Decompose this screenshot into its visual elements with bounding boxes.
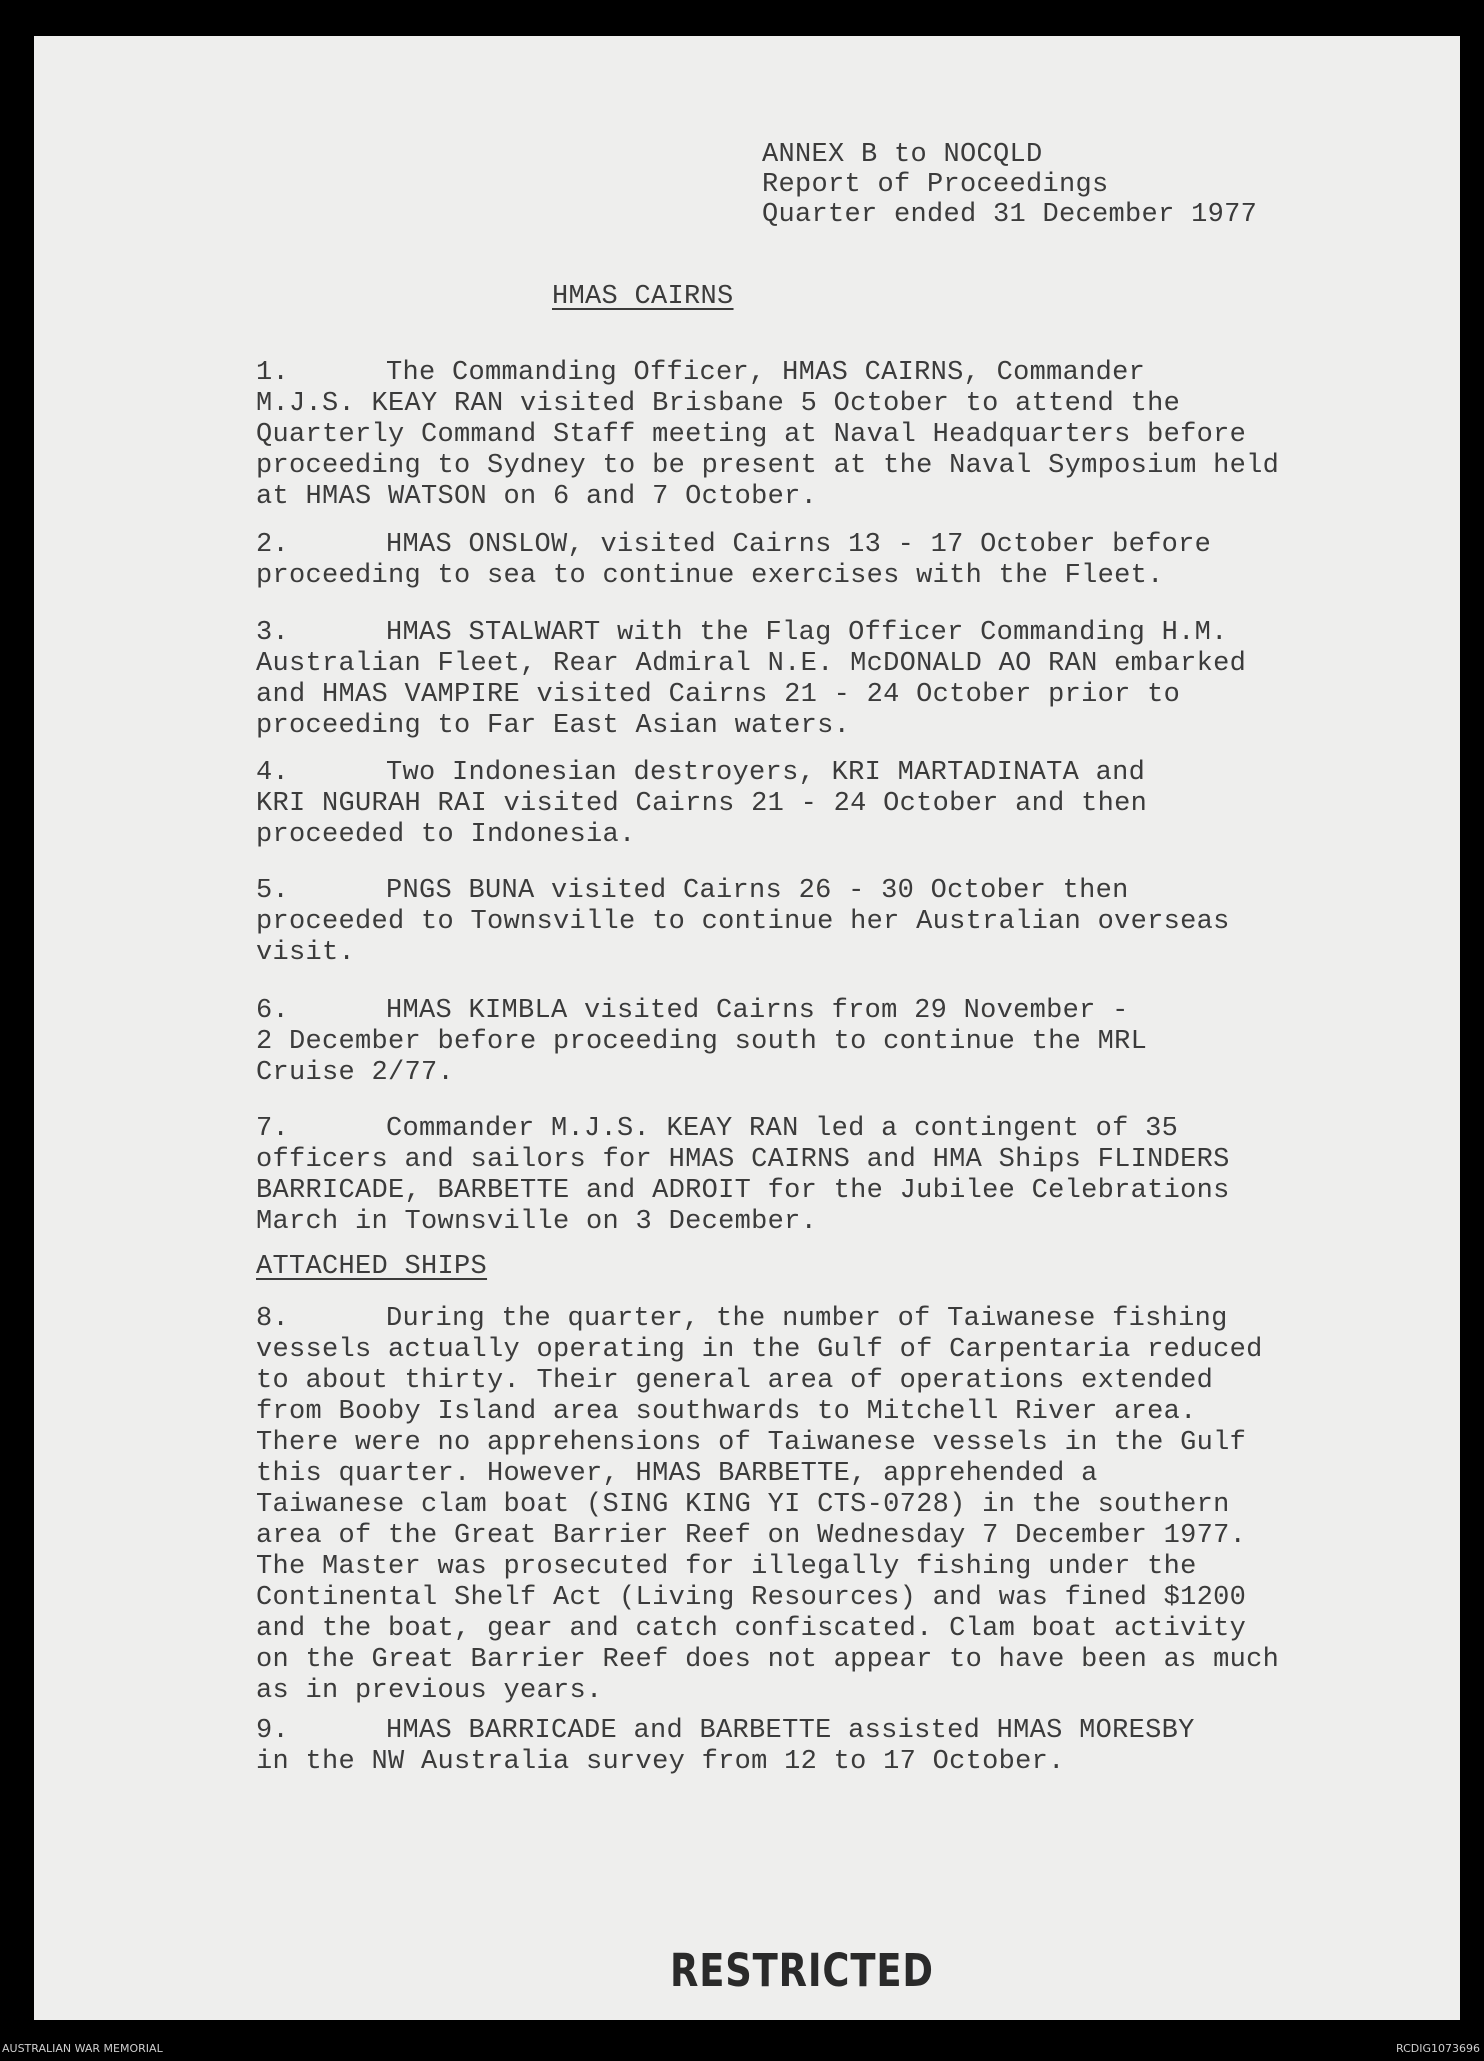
- paragraph-9: [256, 1716, 1336, 1778]
- restricted-stamp: RESTRICTED: [670, 1944, 934, 1997]
- paragraph-text: Two Indonesian destroyers, KRI MARTADINATA and KRI NGURAH RAI visited Cairns 21 - 24 October and then proceeded to Indonesia.: [256, 758, 1148, 850]
- section-heading: ATTACHED SHIPS: [256, 1252, 488, 1282]
- paragraph-number: 2.: [256, 530, 290, 560]
- paragraph-text: HMAS KIMBLA visited Cairns from 29 November - 2 December before proceeding south to continue the MRL Cruise 2/77.: [256, 996, 1148, 1088]
- annex-reference: ANNEX B to NOCQLD: [762, 140, 1043, 170]
- footer-document-id: RCDIG1073696: [1395, 2042, 1480, 2055]
- paragraph-6: [256, 996, 1336, 1089]
- paragraph-number: 1.: [256, 358, 290, 388]
- paragraph-number: 5.: [256, 876, 290, 906]
- document-page: [34, 36, 1460, 2020]
- paragraph-8: [256, 1304, 1336, 1707]
- paragraph-1: [256, 358, 1336, 513]
- paragraph-text: HMAS ONSLOW, visited Cairns 13 - 17 October before proceeding to sea to continue exercises with the Fleet.: [256, 530, 1212, 591]
- paragraph-number: 6.: [256, 996, 290, 1026]
- paragraph-3: [256, 618, 1336, 742]
- paragraph-text: Commander M.J.S. KEAY RAN led a contingent of 35 officers and sailors for HMAS CAIRNS and HMA Ships FLINDERS BARRICADE, BARBETTE and ADROIT for the Jubilee Celebrations March in Townsville on 3 December.: [256, 1114, 1230, 1237]
- paragraph-number: 8.: [256, 1304, 290, 1334]
- paragraph-text: HMAS BARRICADE and BARBETTE assisted HMAS MORESBY in the NW Australia survey from 12 to 17 October.: [256, 1716, 1195, 1777]
- paragraph-number: 4.: [256, 758, 290, 788]
- paragraph-7: [256, 1114, 1336, 1238]
- paragraph-text: During the quarter, the number of Taiwanese fishing vessels actually operating in the Gulf of Carpentaria reduced to about thirty. Their general area of operations extended from Booby Island area southwards to Mitchell River area. There were no apprehensions of Taiwanese vessels in the Gulf this quarter. However, HMAS BARBETTE, apprehended a Taiwanese clam boat (SING KING YI CTS-0728) in the southern area of the Great Barrier Reef on Wednesday 7 December 1977. The Master was prosecuted for illegally fishing under the Continental Shelf Act (Living Resources) and was fined $1200 and the boat, gear and catch confiscated. Clam boat activity on the Great Barrier Reef does not appear to have been as much as in previous years.: [256, 1304, 1280, 1706]
- paragraph-4: [256, 758, 1336, 851]
- paragraph-text: PNGS BUNA visited Cairns 26 - 30 October then proceeded to Townsville to continue her Australian overseas visit.: [256, 876, 1230, 968]
- paragraph-text: The Commanding Officer, HMAS CAIRNS, Commander M.J.S. KEAY RAN visited Brisbane 5 October to attend the Quarterly Command Staff meeting at Naval Headquarters before proceeding to Sydney to be present at the Naval Symposium held at HMAS WATSON on 6 and 7 October.: [256, 358, 1280, 512]
- paragraph-number: 9.: [256, 1716, 290, 1746]
- annex-quarter: Quarter ended 31 December 1977: [762, 200, 1258, 230]
- annex-header: [762, 140, 1257, 230]
- paragraph-5: [256, 876, 1336, 969]
- paragraph-number: 3.: [256, 618, 290, 648]
- page-title: HMAS CAIRNS: [552, 282, 734, 312]
- paragraph-number: 7.: [256, 1114, 290, 1144]
- paragraph-text: HMAS STALWART with the Flag Officer Commanding H.M. Australian Fleet, Rear Admiral N.E. McDONALD AO RAN embarked and HMAS VAMPIRE visited Cairns 21 - 24 October prior to proceeding to Far East Asian waters.: [256, 618, 1247, 741]
- footer-archive-name: AUSTRALIAN WAR MEMORIAL: [2, 2042, 163, 2055]
- paragraph-2: [256, 530, 1336, 592]
- annex-report-title: Report of Proceedings: [762, 170, 1109, 200]
